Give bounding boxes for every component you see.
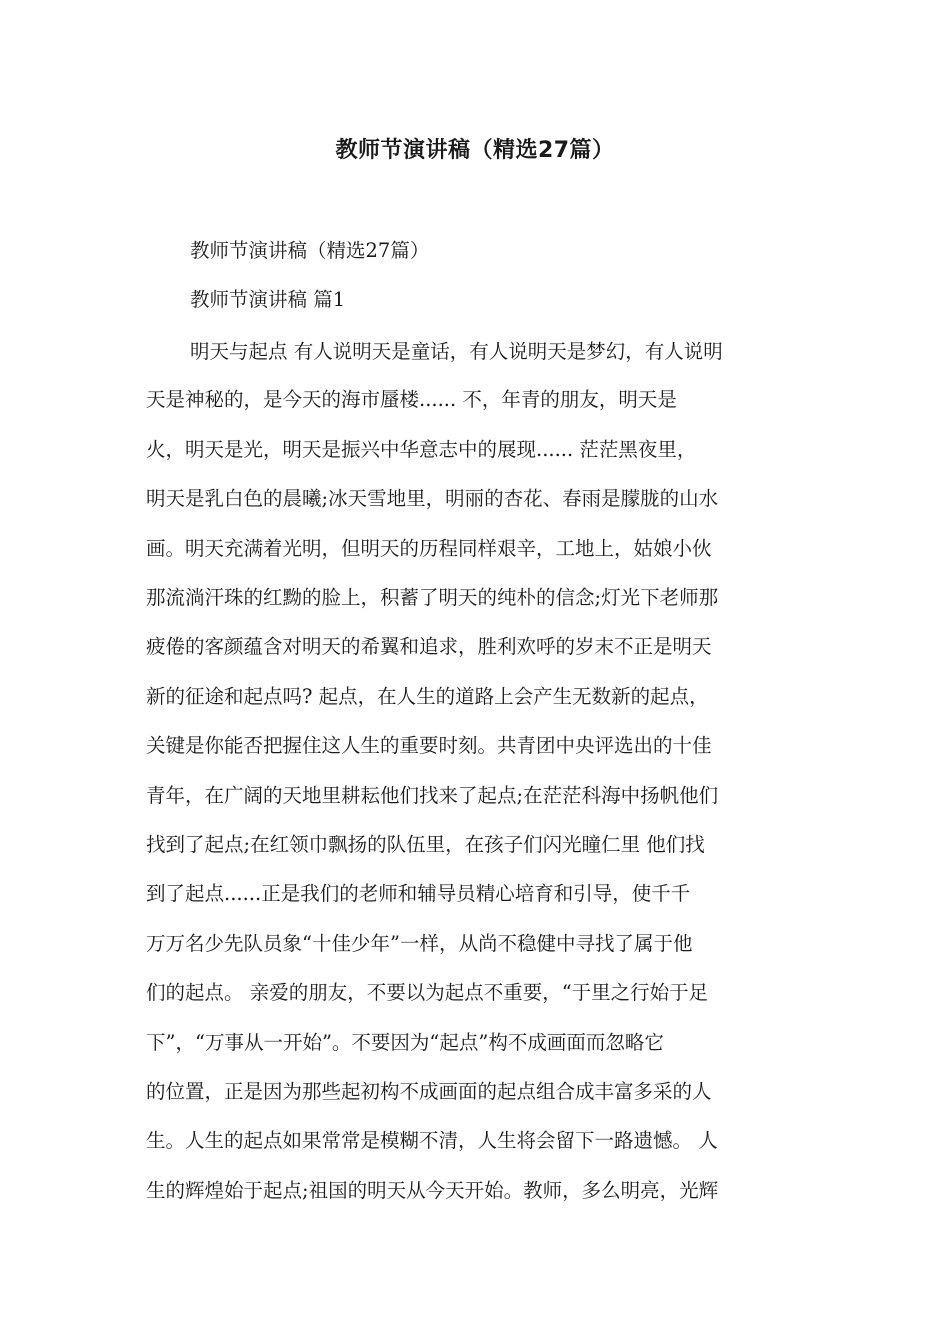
body-line: 关键是你能否把握住这人生的重要时刻。共青团中央评选出的十佳	[146, 734, 712, 757]
body-line: 到了起点......正是我们的老师和辅导员精心培育和引导，使千千	[146, 882, 691, 905]
body-line: 的位置，正是因为那些起初构不成画面的起点组合成丰富多采的人	[146, 1080, 712, 1103]
body-line: 天是神秘的，是今天的海市蜃楼...... 不，年青的朋友，明天是	[146, 388, 677, 411]
body-line: 找到了起点;在红领巾飘扬的队伍里，在孩子们闪光瞳仁里 他们找	[146, 833, 705, 856]
body-line: 那流淌汗珠的红黝的脸上，积蓄了明天的纯朴的信念;灯光下老师那	[146, 586, 719, 609]
body-line: 生。人生的起点如果常常是模糊不清，人生将会留下一路遗憾。 人	[146, 1129, 718, 1152]
section-heading: 教师节演讲稿 篇1	[190, 288, 346, 311]
subtitle-line: 教师节演讲稿（精选27篇）	[190, 239, 430, 262]
body-line: 新的征途和起点吗? 起点，在人生的道路上会产生无数新的起点，	[146, 685, 709, 708]
body-line: 下”，“万事从一开始”。不要因为“起点”构不成画面而忽略它	[146, 1031, 664, 1054]
body-line: 青年，在广阔的天地里耕耘他们找来了起点;在茫茫科海中扬帆他们	[146, 784, 719, 807]
body-line: 们的起点。 亲爱的朋友，不要以为起点不重要，“于里之行始于足	[146, 981, 709, 1004]
body-line: 火，明天是光，明天是振兴中华意志中的展现...... 茫茫黑夜里，	[146, 438, 697, 461]
document-title: 教师节演讲稿（精选27篇）	[335, 138, 615, 163]
body-line: 万万名少先队员象“十佳少年”一样，从尚不稳健中寻找了属于他	[146, 932, 693, 955]
body-line: 明天是乳白色的晨曦;冰天雪地里，明丽的杏花、春雨是朦胧的山水	[146, 487, 719, 510]
body-line: 生的辉煌始于起点;祖国的明天从今天开始。教师，多么明亮，光辉	[146, 1179, 719, 1202]
body-line: 明天与起点 有人说明天是童话，有人说明天是梦幻，有人说明	[190, 340, 723, 363]
body-line: 画。明天充满着光明，但明天的历程同样艰辛，工地上，姑娘小伙	[146, 537, 712, 560]
body-line: 疲倦的客颜蕴含对明天的希翼和追求，胜利欢呼的岁末不正是明天	[146, 635, 712, 658]
